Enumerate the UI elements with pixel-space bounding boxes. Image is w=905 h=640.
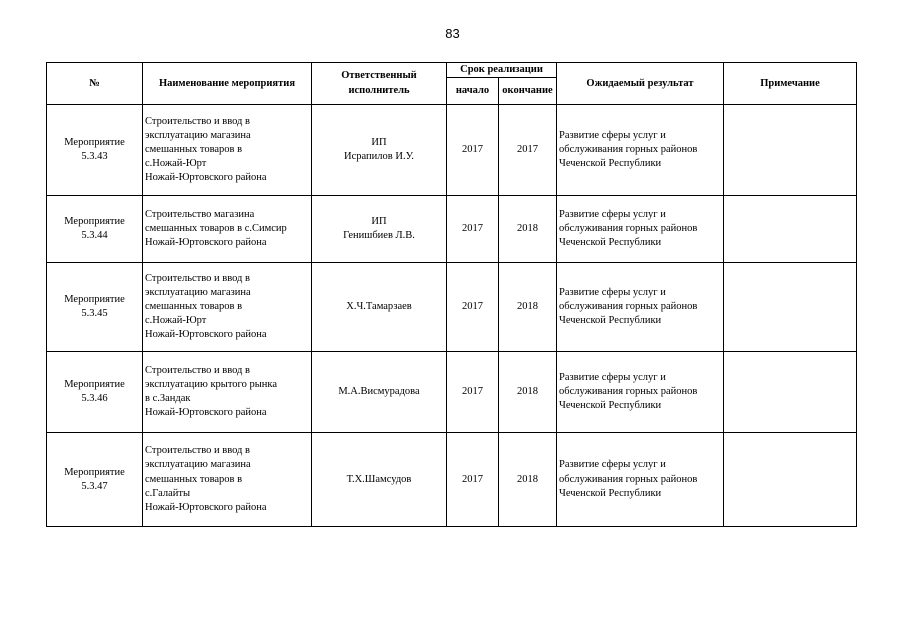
cell-name: Строительство магазина смешанных товаров в с.Симсир Ножай-Юртовского района [143,196,312,263]
cell-responsible: ИП Генишбиев Л.В. [312,196,447,263]
cell-note [724,433,857,527]
header-end: окончание [499,78,557,105]
header-start: начало [447,78,499,105]
table-row [47,196,857,263]
cell-result: Развитие сферы услуг и обслуживания горных районов Чеченской Республики [557,105,724,196]
cell-num: Мероприятие 5.3.46 [47,352,143,433]
header-result: Ожидаемый результат [557,63,724,105]
cell-note [724,263,857,352]
table-header [47,63,857,105]
cell-name: Строительство и ввод в эксплуатацию крытого рынка в с.Зандак Ножай-Юртовского района [143,352,312,433]
cell-end: 2018 [499,433,557,527]
table-row [47,263,857,352]
header-name: Наименование мероприятия [143,63,312,105]
cell-note [724,196,857,263]
cell-start: 2017 [447,433,499,527]
table-row [47,352,857,433]
cell-name: Строительство и ввод в эксплуатацию магазина смешанных товаров в с.Ножай-Юрт Ножай-Юртовского района [143,263,312,352]
header-responsible: Ответственный исполнитель [312,63,447,105]
cell-responsible: Х.Ч.Тамарзаев [312,263,447,352]
cell-result: Развитие сферы услуг и обслуживания горных районов Чеченской Республики [557,352,724,433]
cell-end: 2018 [499,263,557,352]
cell-start: 2017 [447,105,499,196]
cell-responsible: Т.Х.Шамсудов [312,433,447,527]
cell-num: Мероприятие 5.3.47 [47,433,143,527]
cell-num: Мероприятие 5.3.45 [47,263,143,352]
cell-responsible: М.А.Висмурадова [312,352,447,433]
cell-start: 2017 [447,196,499,263]
cell-result: Развитие сферы услуг и обслуживания горных районов Чеченской Республики [557,263,724,352]
cell-num: Мероприятие 5.3.44 [47,196,143,263]
activities-table [46,62,857,527]
cell-note [724,352,857,433]
header-num: № [47,63,143,105]
cell-start: 2017 [447,263,499,352]
cell-end: 2018 [499,352,557,433]
table-row [47,433,857,527]
cell-end: 2018 [499,196,557,263]
cell-note [724,105,857,196]
cell-name: Строительство и ввод в эксплуатацию магазина смешанных товаров в с.Ножай-Юрт Ножай-Юртовского района [143,105,312,196]
cell-num: Мероприятие 5.3.43 [47,105,143,196]
cell-result: Развитие сферы услуг и обслуживания горных районов Чеченской Республики [557,433,724,527]
cell-name: Строительство и ввод в эксплуатацию магазина смешанных товаров в с.Галайты Ножай-Юртовского района [143,433,312,527]
header-note: Примечание [724,63,857,105]
page-number: 83 [445,26,460,41]
cell-responsible: ИП Исрапилов И.У. [312,105,447,196]
table-row [47,105,857,196]
cell-end: 2017 [499,105,557,196]
cell-start: 2017 [447,352,499,433]
cell-result: Развитие сферы услуг и обслуживания горных районов Чеченской Республики [557,196,724,263]
header-period: Срок реализации [447,63,557,78]
